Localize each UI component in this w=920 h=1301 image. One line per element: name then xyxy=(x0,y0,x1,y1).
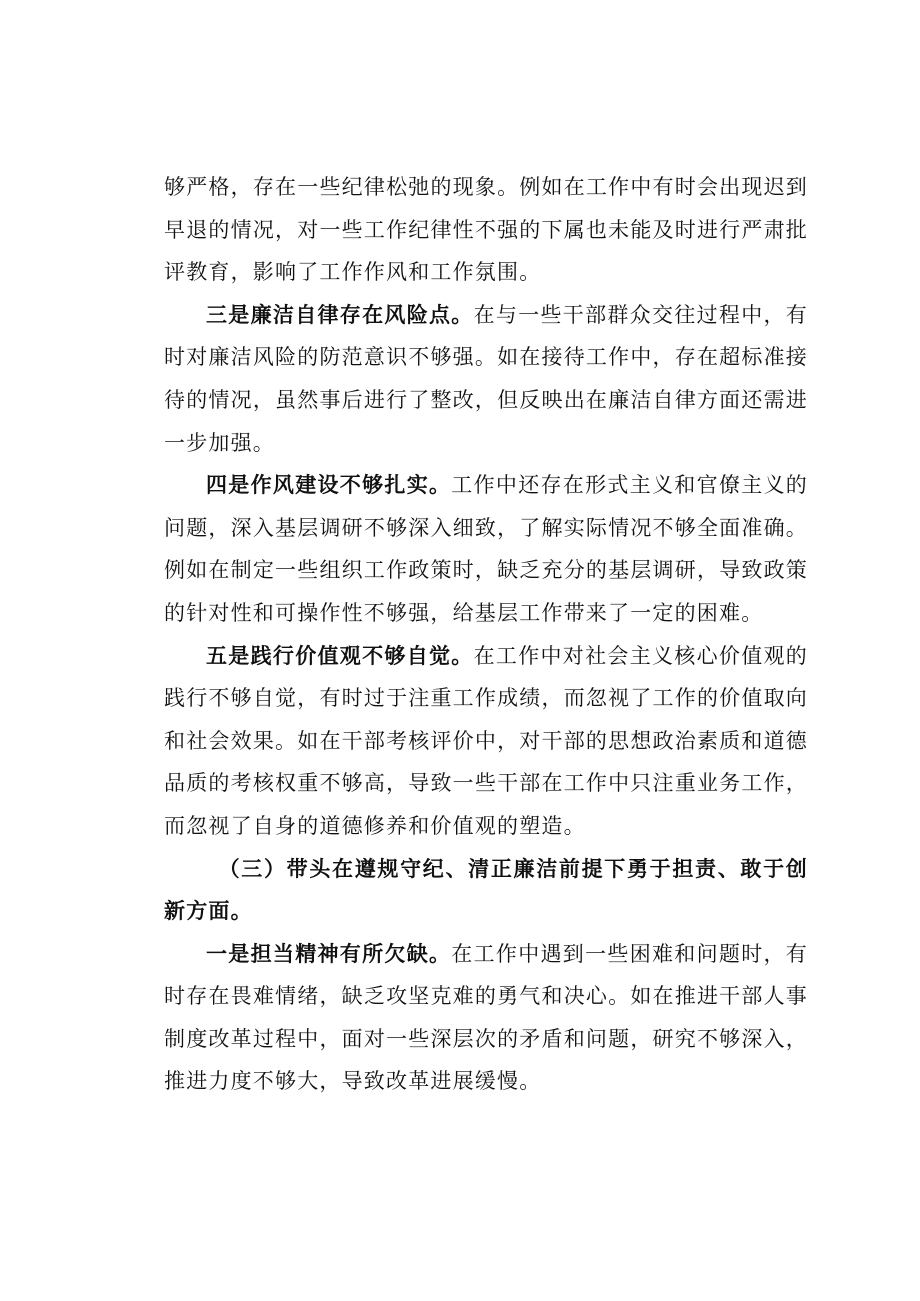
paragraph-body: 在与一些干部群众交往过程中，有时对廉洁风险的防范意识不够强。如在接待工作中，存在超标准接待的情况，虽然事后进行了整改，但反映出在廉洁自律方面还需进一步加强。 xyxy=(164,302,809,455)
section-heading: （三）带头在遵规守纪、清正廉洁前提下勇于担责、敢于创新方面。 xyxy=(164,855,808,924)
paragraph-body: 够严格，存在一些纪律松弛的现象。例如在工作中有时会出现迟到早退的情况，对一些工作纪律性不强的下属也未能及时进行严肃批评教育，影响了工作作风和工作氛围。 xyxy=(164,175,808,285)
paragraph-lead: 一是担当精神有所欠缺。 xyxy=(206,940,452,966)
paragraph-body: 在工作中对社会主义核心价值观的践行不够自觉，有时过于注重工作成绩，而忽视了工作的价值取向和社会效果。如在干部考核评价中，对干部的思想政治素质和道德品质的考核权重不够高，导致一些干部在工作中只注重业务工作，而忽视了自身的道德修养和价值观的塑造。 xyxy=(164,643,809,838)
document-page xyxy=(164,166,808,1103)
paragraph-continuation xyxy=(164,166,808,294)
paragraph-lead: 三是廉洁自律存在风险点。 xyxy=(206,301,474,327)
paragraph-responsibility xyxy=(164,933,808,1103)
paragraph-values xyxy=(164,635,808,848)
paragraph-lead: 五是践行价值观不够自觉。 xyxy=(206,642,474,668)
paragraph-body: 工作中还存在形式主义和官僚主义的问题，深入基层调研不够深入细致，了解实际情况不够全面准确。例如在制定一些组织工作政策时，缺乏充分的基层调研，导致政策的针对性和可操作性不够强，给基层工作带来了一定的困难。 xyxy=(164,473,808,625)
paragraph-integrity-risk xyxy=(164,294,808,464)
paragraph-work-style xyxy=(164,464,808,634)
paragraph-body: 在工作中遇到一些困难和问题时，有时存在畏难情绪，缺乏攻坚克难的勇气和决心。如在推进干部人事制度改革过程中，面对一些深层次的矛盾和问题，研究不够深入，推进力度不够大，导致改革进展缓慢。 xyxy=(164,941,808,1094)
paragraph-lead: 四是作风建设不够扎实。 xyxy=(206,472,452,498)
